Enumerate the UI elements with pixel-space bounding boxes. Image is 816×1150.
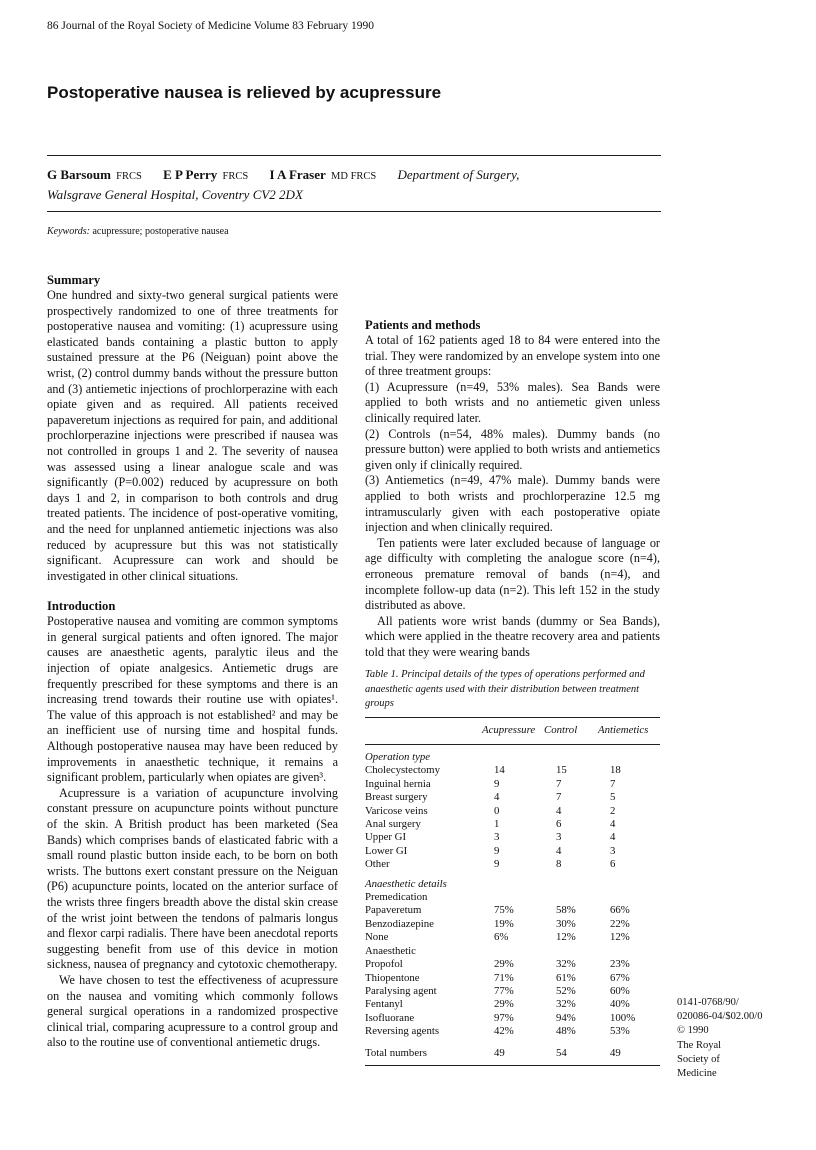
author-name: I A Fraser — [269, 167, 326, 182]
table-cell: Reversing agents — [365, 1025, 440, 1038]
paragraph: All patients wore wrist bands (dummy or Sea Bands), which were applied in the theatre recovery area and patients told that they were wearing bands — [365, 613, 660, 659]
table-cell: Anal surgery — [365, 818, 421, 831]
table-cell: Upper GI — [365, 831, 407, 844]
table-cell: 3 — [610, 844, 616, 857]
table-row — [365, 972, 660, 985]
table-cell: 9 — [494, 844, 500, 857]
table-cell: 2 — [610, 804, 616, 817]
table-cell: 71% — [494, 971, 514, 984]
table-cell: 14 — [494, 764, 505, 777]
copyright-line: 0141-0768/90/ — [677, 997, 739, 1008]
table-cell: Anaesthetic — [365, 944, 416, 957]
table-cell: 53% — [610, 1025, 630, 1038]
table-cell: Inguinal hernia — [365, 777, 431, 790]
paragraph: A total of 162 patients aged 18 to 84 were entered into the trial. They were randomized by an envelope system into one of three treatment groups: — [365, 333, 660, 379]
author-name: G Barsoum — [47, 167, 111, 182]
table-caption: Table 1. Principal details of the types of operations performed and anaesthetic agents used with their distribution between treatment groups — [365, 669, 645, 709]
table-cell: 32% — [556, 998, 576, 1011]
table-cell: Paralysing agent — [365, 984, 437, 997]
table-row — [365, 1012, 660, 1025]
affiliation: Walsgrave General Hospital, Coventry CV2 2DX — [47, 187, 303, 202]
table-cell: Operation type — [365, 751, 431, 763]
rule-top — [47, 155, 661, 156]
table-row — [365, 918, 660, 931]
keywords-label: Keywords: — [47, 226, 90, 237]
copyright-line: © 1990 — [677, 1025, 709, 1037]
author-degrees: FRCS — [222, 171, 249, 182]
table-cell: Premedication — [365, 891, 428, 904]
table-cell: 49 — [482, 1047, 544, 1066]
table-cell: 52% — [556, 984, 576, 997]
table-cell: Varicose veins — [365, 804, 428, 817]
keywords-text: acupressure; postoperative nausea — [92, 226, 229, 237]
author-line-1 — [47, 166, 661, 186]
table-cell: 9 — [494, 777, 500, 790]
summary-text: One hundred and sixty-two general surgical patients were prospectively randomized to one of three treatments for postoperative nausea and vomiting: (1) acupressure using elasticated bands containing a plastic button to apply sustained pressure at the P6 (Neiguan) point above the wrist, (2) control dummy bands without the pressure button and (3) antiemetic injections of prochlorperazine with each opiate given and as required. All patients received papaveretum injections as required for pain, and additional prochlorperazine injections were prescribed if nausea was not controlled in groups 1 and 2. The severity of nausea was assessed using a linear analogue scale and was significantly (P=0.002) reduced by acupressure on both days 1 and 2, in comparison to both controls and drug treated patients. The incidence of post-operative vomiting, and the need for unplanned antiemetic injections was also reduced by acupressure but this was not statistically significant. Acupressure can work and should be investigated in other clinical situations. — [47, 288, 338, 583]
table-cell: 54 — [544, 1047, 598, 1066]
paragraph: (2) Controls (n=54, 48% males). Dummy bands (no pressure button) were applied to both wrists and antiemetics given only if clinically required. — [365, 426, 660, 472]
table-cell: 100% — [610, 1011, 636, 1024]
table-cell: 75% — [494, 904, 514, 917]
table-cell: Breast surgery — [365, 791, 428, 804]
table-cell: 12% — [556, 931, 576, 944]
table-header-cell: Antiemetics — [598, 718, 660, 745]
table-cell: 7 — [556, 791, 562, 804]
table-cell: 6% — [494, 931, 509, 944]
table-cell: 66% — [610, 904, 630, 917]
table-cell: Total numbers — [365, 1047, 482, 1066]
operation-type-section — [365, 751, 660, 872]
rule-bottom — [47, 211, 661, 212]
running-head: 86 Journal of the Royal Society of Medicine Volume 83 February 1990 — [47, 20, 374, 32]
table-cell: 32% — [556, 958, 576, 971]
table-cell: 77% — [494, 984, 514, 997]
table-cell: 8 — [556, 858, 562, 871]
anaesthetic-details-section — [365, 878, 660, 1039]
table-section-label — [365, 891, 660, 904]
copyright-line: The Royal — [677, 1039, 722, 1051]
table-row — [365, 985, 660, 998]
table-1 — [365, 717, 660, 1066]
table-section-label — [365, 945, 660, 958]
table-cell: 3 — [494, 831, 500, 844]
table-row — [365, 998, 660, 1011]
table-row — [365, 791, 660, 804]
table-cell: 4 — [556, 844, 562, 857]
table-row — [365, 764, 660, 777]
table-row — [365, 904, 660, 917]
table-row — [365, 958, 660, 971]
table-row — [365, 778, 660, 791]
table-cell: 1 — [494, 818, 500, 831]
table-cell: 4 — [610, 831, 616, 844]
table-header-cell: Control — [544, 718, 598, 745]
table-cell: 40% — [610, 998, 630, 1011]
table-cell: 29% — [494, 998, 514, 1011]
paragraph: (3) Antiemetics (n=49, 47% male). Dummy bands were applied to both wrists and prochlorperazine 12.5 mg intramuscularly given with each postoperative opiate injection and when clinically required. — [365, 473, 660, 535]
table-row — [365, 831, 660, 844]
table-cell: None — [365, 931, 389, 944]
table-row — [365, 858, 660, 871]
table-cell: 18 — [610, 764, 621, 777]
table-cell: Anaesthetic details — [365, 877, 447, 890]
table-cell: 6 — [610, 858, 616, 871]
table-cell: 22% — [610, 917, 630, 930]
copyright-line: Medicine — [677, 1068, 717, 1080]
table-cell: 61% — [556, 971, 576, 984]
methods-heading: Patients and methods — [365, 318, 481, 332]
author-degrees: FRCS — [116, 171, 142, 182]
table-cell: Propofol — [365, 958, 403, 971]
summary-heading: Summary — [47, 273, 101, 287]
author-degrees: MD FRCS — [331, 171, 377, 182]
table-cell: 6 — [556, 818, 562, 831]
right-column — [365, 272, 660, 660]
table-row — [365, 818, 660, 831]
paragraph: (1) Acupressure (n=49, 53% males). Sea Bands were applied to both wrists and no antiemetic given unless clinically required later. — [365, 379, 660, 425]
keywords — [47, 226, 229, 237]
table-row — [365, 845, 660, 858]
table-section-label — [365, 751, 660, 764]
table-cell: 19% — [494, 917, 514, 930]
table-cell: 4 — [610, 818, 616, 831]
table-cell: 60% — [610, 984, 630, 997]
table-cell: 3 — [556, 831, 562, 844]
table-cell: 9 — [494, 858, 500, 871]
table-cell: 4 — [556, 804, 562, 817]
table-cell: 49 — [598, 1047, 660, 1066]
table-row — [365, 931, 660, 944]
table-row — [365, 1025, 660, 1038]
table-cell: 67% — [610, 971, 630, 984]
table-cell: Benzodiazepine — [365, 917, 434, 930]
copyright-line: Society of — [677, 1053, 720, 1065]
introduction-heading: Introduction — [47, 599, 116, 614]
table-cell: 0 — [494, 804, 500, 817]
table-cell: Papaveretum — [365, 904, 422, 917]
paragraph: Acupressure is a variation of acupuncture involving constant pressure on acupuncture points without puncture of the skin. A British product has been marketed (Sea Bands) which comprises bands of elasticated fabric with a small round plastic button inside each, to be born on both wrists. The buttons exert constant pressure on the Neiguan (P6) acupuncture points, located on the anterior surface of the wrists three fingers breadth above the distal skin crease of the wrist joint between the tendons of palmaris longus and flexor carpi radialis. There have been anecdotal reports suggesting benefit from use of this device in motion sickness, nausea of pregnancy and cytotoxic chemotherapy. — [47, 785, 338, 972]
table-cell: Thiopentone — [365, 971, 420, 984]
table-header-cell: Acupressure — [482, 718, 544, 745]
left-column — [47, 272, 338, 1051]
table-cell: 42% — [494, 1025, 514, 1038]
article-title: Postoperative nausea is relieved by acupressure — [47, 83, 442, 102]
table-cell: 94% — [556, 1011, 576, 1024]
paragraph: We have chosen to test the effectiveness of acupressure on the nausea and vomiting which commonly follows general surgical operations in a randomized prospective clinical trial, comparing acupressure to a control group and also to the routine use of conventional antiemetic drugs. — [47, 972, 338, 1050]
author-block — [47, 166, 661, 204]
paragraph: Ten patients were later excluded because of language or age difficulty with completing the analogue score (n=4), erroneous premature removal of bands (n=4), and incomplete follow-up data (n=2). This left 152 in the study distributed as above. — [365, 535, 660, 613]
table-cell: Isofluorane — [365, 1011, 415, 1024]
table-cell: 4 — [494, 791, 500, 804]
table-cell: Cholecystectomy — [365, 764, 440, 777]
copyright-line: 020086-04/$02.00/0 — [677, 1011, 763, 1023]
table-cell: 12% — [610, 931, 630, 944]
table-cell: 97% — [494, 1011, 514, 1024]
table-cell: 7 — [610, 777, 616, 790]
table-row — [365, 805, 660, 818]
table-cell: 48% — [556, 1025, 576, 1038]
table-cell: 7 — [556, 777, 562, 790]
copyright-notice — [677, 996, 787, 1081]
table-cell: 29% — [494, 958, 514, 971]
table-cell: 15 — [556, 764, 567, 777]
table-cell: 23% — [610, 958, 630, 971]
table-cell: Other — [365, 858, 390, 871]
table-section-label — [365, 878, 660, 891]
table-cell: 30% — [556, 917, 576, 930]
author-name: E P Perry — [163, 167, 218, 182]
paragraph: Postoperative nausea and vomiting are common symptoms in general surgical patients and often ignored. The major causes are anaesthetic agents, paralytic ileus and the injection of opiate analgesics. Antiemetic drugs are frequently prescribed for these symptoms and there is an increasing trend towards their routine use with opiates¹. The value of this approach is not established² and may be an inefficient use of nursing time and hospital funds. Although postoperative nausea may have been reduced by improvements in anaesthetic technique, it remains a significant problem, particularly when opiates are given³. — [47, 614, 338, 785]
table-row-total — [365, 1047, 660, 1066]
affiliation: Department of Surgery, — [397, 167, 520, 182]
table-cell: 5 — [610, 791, 616, 804]
table-header-cell — [365, 718, 482, 745]
table-cell: Lower GI — [365, 844, 408, 857]
table-cell: 58% — [556, 904, 576, 917]
table-cell: Fentanyl — [365, 998, 403, 1011]
